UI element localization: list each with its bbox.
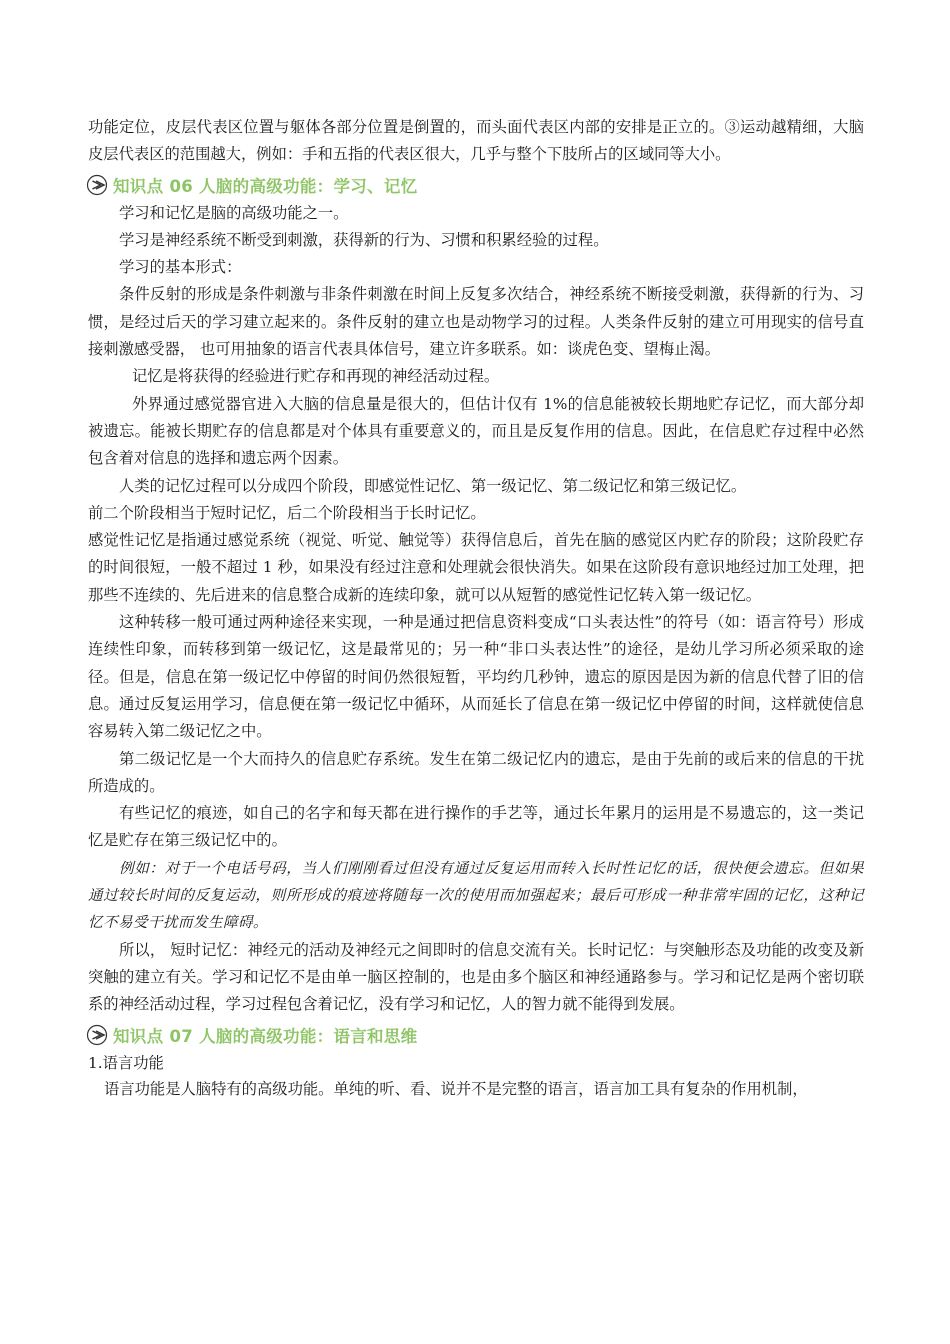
- paragraph: 外界通过感觉器官进入大脑的信息量是很大的，但估计仅有 1%的信息能被较长期地贮存记忆，而大部分却被遗忘。能被长期贮存的信息都是对个体具有重要意义的，而且是反复作用的信息。因此，在信息贮存过程中必然包含着对信息的选择和遗忘两个因素。: [88, 394, 864, 468]
- paragraph: 感觉性记忆是指通过感觉系统（视觉、听觉、触觉等）获得信息后，首先在脑的感觉区内贮存的阶段；这阶段贮存的时间很短，一般不超过 1 秒，如果没有经过注意和处理就会很快消失。如果在这阶段有意识地经过加工处理，把那些不连续的、先后进来的信息整合成新的连续印象，就可以从短暂的感觉性记忆转入第一级记忆。: [88, 531, 864, 604]
- paragraph: 条件反射的形成是条件刺激与非条件刺激在时间上反复多次结合，神经系统不断接受刺激，获得新的行为、习惯，是经过后天的学习建立起来的。条件反射的建立也是动物学习的过程。人类条件反射的建立可用现实的信号直接刺激感受器， 也可用抽象的语言代表具体信号，建立许多联系。如：谈虎色变、望梅止渴。: [88, 285, 864, 359]
- paragraph: 学习是神经系统不断受到刺激，获得新的行为、习惯和积累经验的过程。: [119, 230, 609, 249]
- paragraph: 记忆是将获得的经验进行贮存和再现的神经活动过程。: [132, 367, 500, 386]
- paragraph: 前二个阶段相当于短时记忆，后二个阶段相当于长时记忆。: [88, 503, 486, 522]
- section-title: 知识点 06 人脑的高级功能：学习、记忆: [113, 176, 418, 196]
- paragraph: 第二级记忆是一个大而持久的信息贮存系统。发生在第二级记忆内的遗忘，是由于先前的或后来的信息的干扰所造成的。: [88, 749, 864, 795]
- paragraph: 人类的记忆过程可以分成四个阶段，即感觉性记忆、第一级记忆、第二级记忆和第三级记忆。: [119, 476, 747, 495]
- section-title: 知识点 07 人脑的高级功能：语言和思维: [113, 1026, 418, 1046]
- paragraph-motor-cortex: 功能定位，皮层代表区位置与躯体各部分位置是倒置的，而头面代表区内部的安排是正立的。③运动越精细，大脑皮层代表区的范围越大，例如：手和五指的代表区很大，几乎与整个下肢所占的区域同等大小。: [88, 118, 864, 164]
- chevron-circle-icon: [86, 1023, 110, 1047]
- document-page: [88, 114, 864, 1103]
- chevron-circle-icon: [86, 173, 110, 197]
- subheading-language: 1.语言功能: [88, 1053, 164, 1072]
- paragraph: 这种转移一般可通过两种途径来实现，一种是通过把信息资料变成“口头表达性”的符号（如：语言符号）形成连续性印象，而转移到第一级记忆，这是最常见的；另一种“非口头表达性”的途径，是幼儿学习所必须采取的途径。但是，信息在第一级记忆中停留的时间仍然很短暂，平均约几秒钟，遗忘的原因是因为新的信息代替了旧的信息。通过反复运用学习，信息便在第一级记忆中循环，从而延长了信息在第一级记忆中停留的时间，这样就使信息容易转入第二级记忆之中。: [88, 613, 864, 741]
- paragraph: 学习的基本形式：: [119, 258, 242, 277]
- paragraph: 学习和记忆是脑的高级功能之一。: [119, 203, 349, 222]
- section-heading-06: [86, 170, 864, 200]
- paragraph: 所以， 短时记忆：神经元的活动及神经元之间即时的信息交流有关。长时记忆：与突触形态及功能的改变及新突触的建立有关。学习和记忆不是由单一脑区控制的，也是由多个脑区和神经通路参与。学习和记忆是两个密切联系的神经活动过程，学习过程包含着记忆，没有学习和记忆，人的智力就不能得到发展。: [88, 940, 864, 1014]
- paragraph: 有些记忆的痕迹，如自己的名字和每天都在进行操作的手艺等，通过长年累月的运用是不易遗忘的，这一类记忆是贮存在第三级记忆中的。: [88, 804, 864, 850]
- example-paragraph: 例如：对于一个电话号码，当人们刚刚看过但没有通过反复运用而转入长时性记忆的话，很快便会遗忘。但如果通过较长时间的反复运动，则所形成的痕迹将随每一次的使用而加强起来；最后可形成一种非常牢固的记忆，这种记忆不易受干扰而发生障碍。: [88, 859, 864, 932]
- paragraph: 语言功能是人脑特有的高级功能。单纯的听、看、说并不是完整的语言，语言加工具有复杂的作用机制，: [104, 1079, 808, 1098]
- section-heading-07: [86, 1020, 864, 1050]
